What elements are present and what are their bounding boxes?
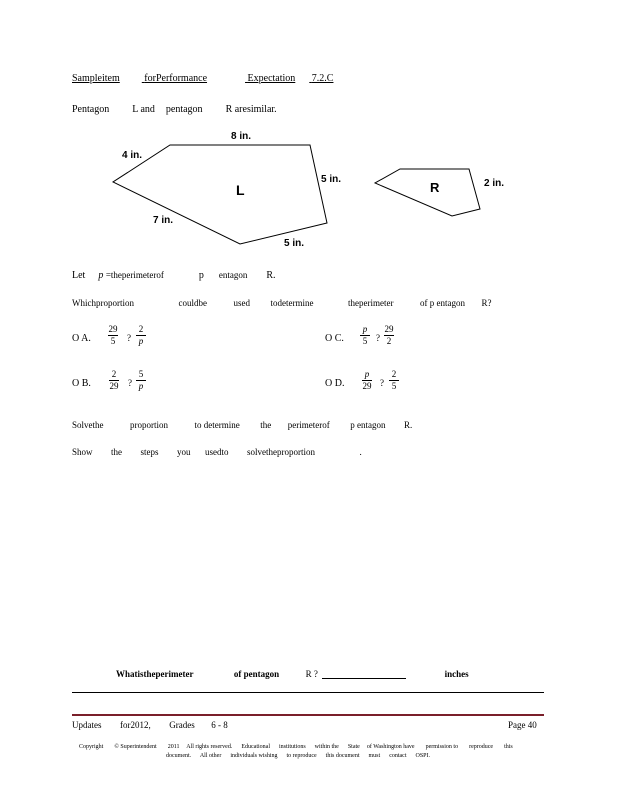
title-part: Sampleitem: [72, 73, 120, 84]
option-b-radio[interactable]: O B.: [72, 378, 91, 389]
footer-divider: [72, 714, 544, 716]
let-part: entagon: [218, 270, 248, 280]
answer-part: Whatistheperimeter: [116, 669, 194, 679]
option-c-fraction-right: [384, 324, 394, 347]
question-part: entagon: [436, 298, 465, 308]
let-part: Let: [72, 270, 86, 281]
solve-part: to determine: [194, 420, 240, 430]
option-b-fraction-left: [109, 369, 119, 392]
copyright-part: institutions: [279, 744, 306, 750]
show-line: [72, 447, 362, 457]
title-part: forPerformance: [144, 73, 208, 84]
numerator: 2: [391, 369, 397, 379]
answer-divider: [72, 692, 544, 693]
show-part: usedto: [205, 447, 229, 457]
option-d-fraction-right: [389, 369, 399, 392]
option-a-operator: ?: [127, 333, 131, 343]
solve-part: Solvethe: [72, 420, 104, 430]
intro-part: pentagon: [165, 104, 203, 115]
copyright-part: this: [504, 744, 513, 750]
copyright-part: OSPI.: [415, 753, 431, 759]
show-part: the: [111, 447, 123, 457]
footer-left: [72, 720, 228, 730]
pentagon-figure: [0, 120, 618, 260]
denominator: 5: [391, 381, 397, 391]
copyright-part: © Superintendent: [114, 744, 157, 750]
copyright-line-2: [166, 753, 430, 759]
denominator: 2: [386, 336, 392, 346]
question-part: theperimeter: [347, 298, 394, 308]
answer-part: R ?: [305, 669, 318, 679]
copyright-part: document.: [166, 753, 192, 759]
pentagon-R-name: R: [430, 180, 440, 195]
denominator: 5: [362, 336, 368, 346]
intro-part: L and: [132, 104, 155, 115]
copyright-part: permission to: [425, 744, 459, 750]
question-part: used: [233, 298, 250, 308]
solve-part: proportion: [130, 420, 168, 430]
footer-part: for2012,: [120, 720, 151, 730]
denominator: 5: [110, 336, 116, 346]
question-part: R?: [481, 298, 492, 308]
question-part: Whichproportion: [72, 298, 134, 308]
answer-line: [116, 669, 469, 679]
answer-blank[interactable]: [322, 669, 406, 679]
copyright-part: Educational: [241, 744, 270, 750]
title-part: 7.2.C: [311, 73, 334, 84]
option-d-radio[interactable]: O D.: [325, 378, 345, 389]
solve-part: perimeterof: [287, 420, 330, 430]
copyright-part: must: [368, 753, 381, 759]
pentagon-L-shape: [113, 145, 327, 244]
pentagon-R-shape: [375, 169, 480, 216]
copyright-part: individuals wishing: [230, 753, 278, 759]
let-part: p: [198, 270, 204, 281]
copyright-part: Copyright: [79, 744, 104, 750]
let-line: [72, 270, 276, 281]
intro-part: Pentagon: [72, 104, 110, 115]
option-c-operator: ?: [376, 333, 380, 343]
option-a-radio[interactable]: O A.: [72, 333, 91, 344]
question-part: todetermine: [270, 298, 314, 308]
copyright-part: within the: [314, 744, 339, 750]
let-part: =theperimeterof: [105, 270, 164, 280]
option-d-operator: ?: [380, 378, 384, 388]
side-label: 5 in.: [284, 238, 305, 249]
option-a-fraction-left: [108, 324, 118, 347]
copyright-part: State: [347, 744, 360, 750]
intro-part: R aresimilar.: [225, 104, 277, 115]
title-part: Expectation: [247, 73, 296, 84]
numerator: 5: [138, 369, 144, 379]
option-a-fraction-right: [136, 324, 146, 347]
show-part: steps: [140, 447, 159, 457]
show-part: you: [177, 447, 191, 457]
let-part: p: [98, 270, 104, 281]
solve-part: R.: [403, 420, 413, 430]
copyright-part: reproduce: [469, 744, 494, 750]
option-b-operator: ?: [128, 378, 132, 388]
pentagon-L-name: L: [236, 182, 245, 198]
question-line: [72, 298, 491, 308]
denominator: p: [138, 381, 144, 391]
side-label: 7 in.: [153, 215, 174, 226]
footer-part: Updates: [72, 720, 102, 730]
side-label: 2 in.: [484, 178, 505, 189]
show-part: .: [359, 447, 362, 457]
copyright-part: this document: [325, 753, 360, 759]
let-part: R.: [266, 270, 276, 281]
answer-part: of pentagon: [233, 669, 280, 679]
numerator: 29: [384, 324, 394, 334]
side-label: 5 in.: [321, 174, 342, 185]
option-b-fraction-right: [136, 369, 146, 392]
copyright-line-1: [79, 744, 513, 750]
page-number: Page 40: [508, 720, 537, 730]
option-d-fraction-left: [362, 369, 372, 392]
page-title: [72, 73, 333, 84]
solve-part: the: [260, 420, 272, 430]
solve-part: p entagon: [350, 420, 386, 430]
numerator: 29: [108, 324, 118, 334]
copyright-part: All rights reserved.: [186, 744, 233, 750]
option-c-radio[interactable]: O C.: [325, 333, 344, 344]
copyright-part: contact: [389, 753, 407, 759]
numerator: 2: [138, 324, 144, 334]
answer-part: inches: [444, 669, 469, 679]
denominator: 29: [362, 381, 372, 391]
show-part: solvetheproportion: [247, 447, 316, 457]
footer-part: 6 - 8: [211, 720, 228, 730]
copyright-part: to reproduce: [286, 753, 317, 759]
denominator: 29: [109, 381, 119, 391]
question-part: couldbe: [178, 298, 207, 308]
side-label: 8 in.: [231, 131, 252, 142]
denominator: p: [138, 336, 144, 346]
intro-line: [72, 104, 277, 115]
solve-line: [72, 420, 412, 430]
numerator: 2: [111, 369, 117, 379]
side-label: 4 in.: [122, 150, 143, 161]
copyright-part: of Washington have: [366, 744, 415, 750]
option-c-fraction-left: [360, 324, 370, 347]
footer-part: Grades: [169, 720, 195, 730]
copyright-part: 2011: [167, 744, 180, 750]
question-part: of p: [419, 298, 435, 308]
show-part: Show: [72, 447, 93, 457]
copyright-part: All other: [199, 753, 222, 759]
numerator: p: [362, 324, 368, 334]
numerator: p: [364, 369, 370, 379]
